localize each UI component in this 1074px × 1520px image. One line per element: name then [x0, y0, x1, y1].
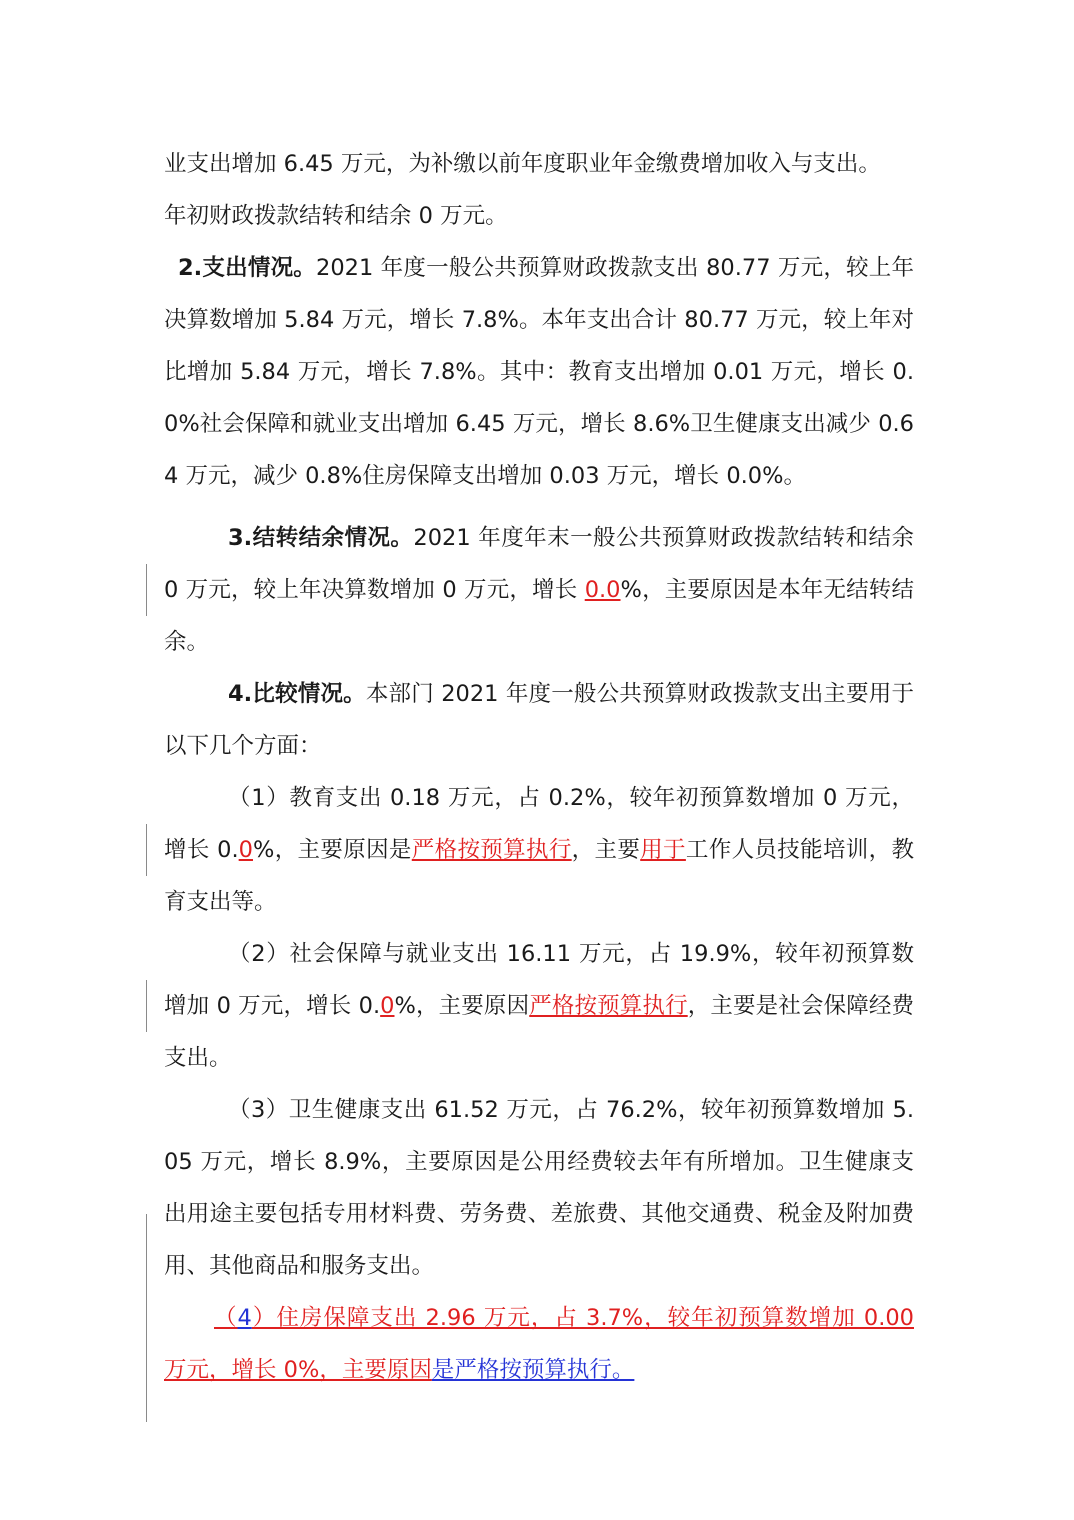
revision-insert: （	[214, 1305, 238, 1331]
change-bar	[146, 980, 147, 1032]
revision-insert: 严格按预算执行	[529, 993, 688, 1019]
revision-insert: 0.0	[584, 577, 621, 603]
revision-insert: ）住房保障支出 2.96 万元，占 3.7%，较年初预算数增加 0.00 万元，增长 0%，主要原因	[164, 1305, 914, 1383]
revision-insert: 用于	[640, 837, 686, 863]
paragraph-income-tail	[164, 138, 914, 242]
revision-insert: 是严格按预算执行。	[431, 1357, 635, 1383]
section-heading: 3.结转结余情况。	[228, 525, 414, 551]
text: （3）卫生健康支出 61.52 万元，占 76.2%，较年初预算数增加 5.05 万元，增长 8.9%，主要原因是公用经费较去年有所增加。卫生健康支出用途主要包括专用材料费、劳务费、差旅费、其他交通费、税金及附加费用、其他商品和服务支出。	[164, 1097, 914, 1279]
revision-insert: 4	[237, 1305, 252, 1331]
section-heading: 2.支出情况。	[178, 255, 317, 281]
document-page	[164, 138, 914, 1396]
text: （1）教育支出 0.18 万元，占 0.2%，较年初预算数增加 0 万元，增长 0.	[164, 785, 914, 863]
paragraph-housing-inserted	[164, 1292, 914, 1396]
text: 工作人员技能培训，教育支出等。	[164, 837, 914, 915]
text: %，主要原因	[394, 993, 530, 1019]
revision-insert: 0	[238, 837, 253, 863]
paragraph-carryover	[164, 512, 914, 668]
text: %，主要原因是	[252, 837, 412, 863]
text: （2）社会保障与就业支出 16.11 万元，占 19.9%，较年初预算数增加 0 万元，增长 0.	[164, 941, 914, 1019]
paragraph-social-security	[164, 928, 914, 1084]
text: 业支出增加 6.45 万元，为补缴以前年度职业年金缴费增加收入与支出。	[164, 151, 881, 177]
revision-insert: 0	[380, 993, 395, 1019]
section-heading: 4.比较情况。	[228, 681, 366, 707]
text: 2021 年度一般公共预算财政拨款支出 80.77 万元，较上年决算数增加 5.84 万元，增长 7.8%。本年支出合计 80.77 万元，较上年对比增加 5.84 万元，增长 7.8%。其中：教育支出增加 0.01 万元，增长 0.0%社会保障和就业支出增加 6.45 万元，增长 8.6%卫生健康支出减少 0.64 万元，减少 0.8%住房保障支出增加 0.03 万元，增长 0.0%。	[164, 255, 914, 489]
text: 2021 年度年末一般公共预算财政拨款结转和结余 0 万元，较上年决算数增加 0 万元，增长	[164, 525, 914, 603]
text: ，主要	[571, 837, 641, 863]
change-bar	[146, 1292, 147, 1422]
text: %，主要原因是本年无结转结余。	[164, 577, 914, 655]
revision-insert: 严格按预算执行	[411, 837, 572, 863]
text: 本部门 2021 年度一般公共预算财政拨款支出主要用于以下几个方面：	[164, 681, 914, 759]
change-bar	[146, 824, 147, 876]
change-bar	[146, 1214, 147, 1294]
text: 年初财政拨款结转和结余 0 万元。	[164, 203, 508, 229]
paragraph-health	[164, 1084, 914, 1292]
paragraph-expenditure	[164, 242, 914, 502]
paragraph-comparison	[164, 668, 914, 772]
paragraph-education	[164, 772, 914, 928]
text: ，主要是社会保障经费支出。	[164, 993, 914, 1071]
change-bar	[146, 564, 147, 616]
